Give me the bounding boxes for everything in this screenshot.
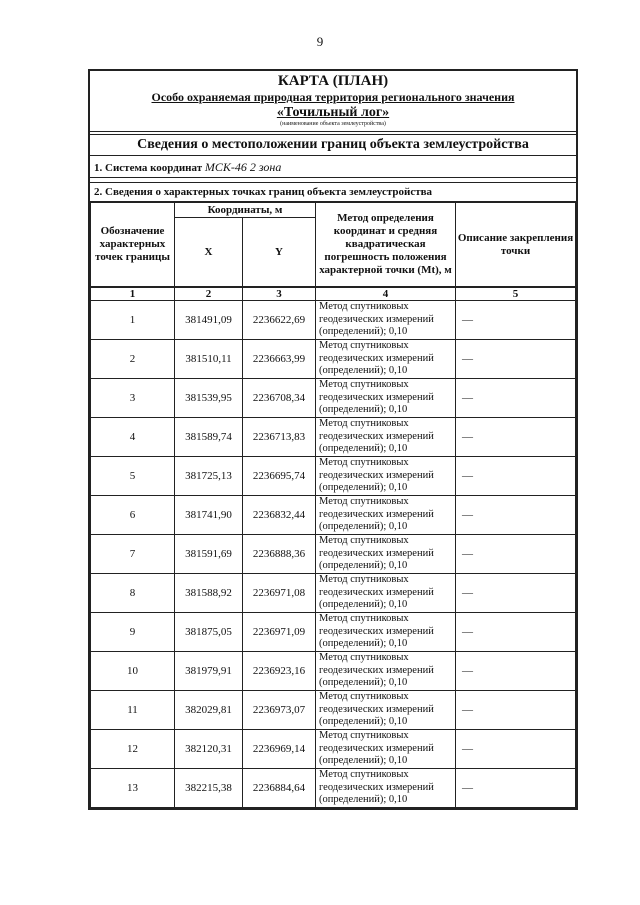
description-cell: — [456,691,576,730]
table-row [91,652,576,691]
table-row [91,301,576,340]
method-cell: Метод спутниковых геодезических измерений (определений); 0,10 [316,535,456,574]
description-cell: — [456,652,576,691]
point-cell: 4 [91,418,175,457]
document-title: КАРТА (ПЛАН) [277,73,389,89]
table-row [91,535,576,574]
x-cell: 381491,09 [175,301,243,340]
table-row [91,418,576,457]
method-cell: Метод спутниковых геодезических измерений (определений); 0,10 [316,457,456,496]
y-cell: 2236695,74 [243,457,316,496]
y-cell: 2236708,34 [243,379,316,418]
table-row [91,457,576,496]
page-number: 9 [316,34,324,49]
x-cell: 381589,74 [175,418,243,457]
table-row [91,691,576,730]
y-cell: 2236713,83 [243,418,316,457]
col-number: 1 [91,287,175,301]
coord-system-value: МСК-46 2 зона [204,160,282,174]
table-body [91,301,576,808]
description-cell: — [456,535,576,574]
method-cell: Метод спутниковых геодезических измерений (определений); 0,10 [316,652,456,691]
point-cell: 11 [91,691,175,730]
point-cell: 12 [91,730,175,769]
points-section-title: 2. Сведения о характерных точках границ объекта землеустройства [90,182,576,202]
table-row [91,730,576,769]
point-cell: 8 [91,574,175,613]
method-cell: Метод спутниковых геодезических измерений (определений); 0,10 [316,730,456,769]
document-frame [88,69,578,810]
description-cell: — [456,301,576,340]
points-table [90,202,576,808]
document-subtitle: Особо охраняемая природная территория регионального значения [151,90,515,104]
object-caption: (наименование объекта землеустройства) [280,121,386,127]
description-cell: — [456,730,576,769]
x-cell: 381725,13 [175,457,243,496]
col-number: 4 [316,287,456,301]
y-cell: 2236971,09 [243,613,316,652]
x-cell: 381510,11 [175,340,243,379]
table-row [91,379,576,418]
method-cell: Метод спутниковых геодезических измерений (определений); 0,10 [316,418,456,457]
method-cell: Метод спутниковых геодезических измерений (определений); 0,10 [316,691,456,730]
col-number: 3 [243,287,316,301]
table-row [91,574,576,613]
description-cell: — [456,613,576,652]
description-cell: — [456,769,576,808]
x-cell: 381979,91 [175,652,243,691]
col-number: 2 [175,287,243,301]
coord-system-label: 1. Система координат [94,162,203,174]
method-cell: Метод спутниковых геодезических измерений (определений); 0,10 [316,379,456,418]
y-cell: 2236622,69 [243,301,316,340]
table-row [91,769,576,808]
section-title: Сведения о местоположении границ объекта землеустройства [90,134,576,156]
document-header [90,71,576,132]
point-cell: 5 [91,457,175,496]
description-cell: — [456,418,576,457]
description-cell: — [456,496,576,535]
table-row [91,340,576,379]
table-row [91,613,576,652]
method-cell: Метод спутниковых геодезических измерений (определений); 0,10 [316,496,456,535]
y-cell: 2236971,08 [243,574,316,613]
method-cell: Метод спутниковых геодезических измерений (определений); 0,10 [316,613,456,652]
x-cell: 382120,31 [175,730,243,769]
y-cell: 2236884,64 [243,769,316,808]
description-cell: — [456,457,576,496]
y-cell: 2236663,99 [243,340,316,379]
point-cell: 3 [91,379,175,418]
x-cell: 382215,38 [175,769,243,808]
point-cell: 7 [91,535,175,574]
header-x: X [175,218,243,288]
description-cell: — [456,379,576,418]
y-cell: 2236832,44 [243,496,316,535]
method-cell: Метод спутниковых геодезических измерений (определений); 0,10 [316,340,456,379]
point-cell: 9 [91,613,175,652]
header-description: Описание закрепления точки [456,203,576,288]
x-cell: 381539,95 [175,379,243,418]
point-cell: 10 [91,652,175,691]
y-cell: 2236973,07 [243,691,316,730]
table-row [91,496,576,535]
method-cell: Метод спутниковых геодезических измерений (определений); 0,10 [316,769,456,808]
coord-system [90,158,576,178]
header-point: Обозначение характерных точек границы [91,203,175,288]
x-cell: 381741,90 [175,496,243,535]
point-cell: 1 [91,301,175,340]
x-cell: 382029,81 [175,691,243,730]
y-cell: 2236923,16 [243,652,316,691]
point-cell: 2 [91,340,175,379]
header-y: Y [243,218,316,288]
method-cell: Метод спутниковых геодезических измерений (определений); 0,10 [316,574,456,613]
description-cell: — [456,340,576,379]
object-name: «Точильный лог» [276,105,390,120]
x-cell: 381588,92 [175,574,243,613]
header-method: Метод определения координат и средняя квадратическая погрешность положения характерной точки (Mt), м [316,203,456,288]
y-cell: 2236888,36 [243,535,316,574]
description-cell: — [456,574,576,613]
x-cell: 381591,69 [175,535,243,574]
y-cell: 2236969,14 [243,730,316,769]
x-cell: 381875,05 [175,613,243,652]
header-coords: Координаты, м [175,203,316,218]
col-number: 5 [456,287,576,301]
point-cell: 6 [91,496,175,535]
point-cell: 13 [91,769,175,808]
method-cell: Метод спутниковых геодезических измерений (определений); 0,10 [316,301,456,340]
